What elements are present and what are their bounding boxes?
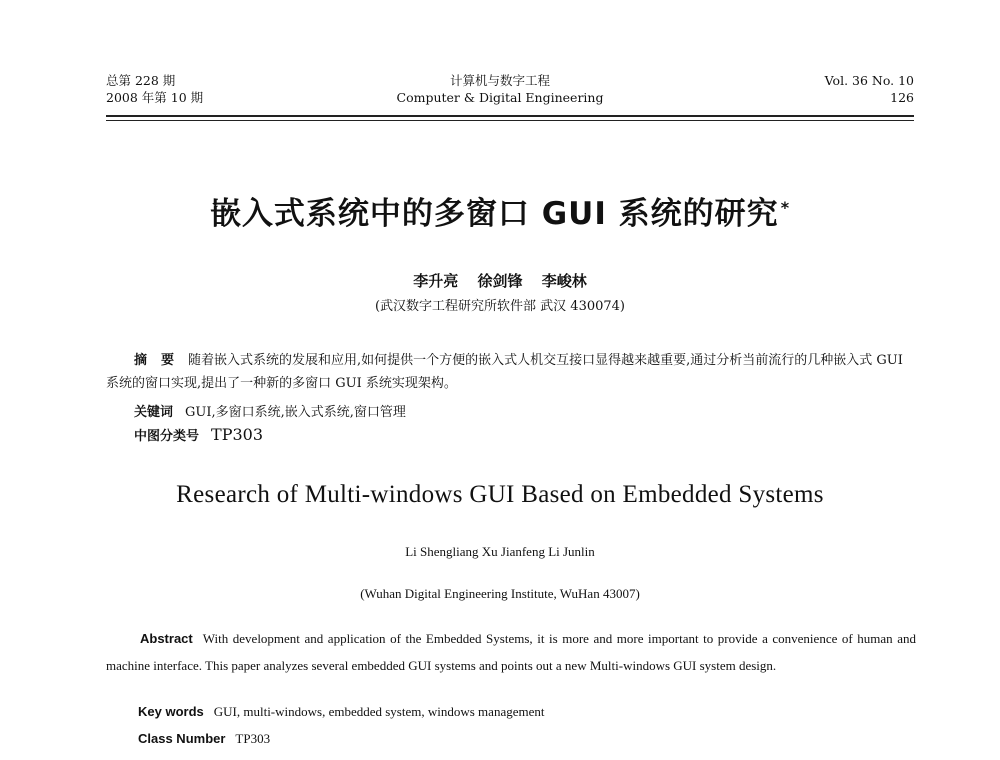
journal-name <box>380 72 620 106</box>
paper-title-en: Research of Multi-windows GUI Based on Embedded Systems <box>176 481 824 508</box>
total-issue-number: 总第 228 期 <box>106 73 176 88</box>
abstract-cn <box>106 349 914 395</box>
keywords-en <box>138 704 544 720</box>
abstract-en-label: Abstract <box>140 631 193 646</box>
header-rule-thin <box>106 120 914 121</box>
class-number-en-value: TP303 <box>235 731 271 746</box>
authors-en: Li Shengliang Xu Jianfeng Li Junlin <box>405 544 595 559</box>
header-rule-thick <box>106 115 914 117</box>
authors-cn: 李升亮 徐剑锋 李峻林 <box>413 272 587 290</box>
journal-name-cn: 计算机与数字工程 <box>449 73 550 88</box>
title-footnote-mark: * <box>780 197 791 217</box>
keywords-cn-text: GUI,多窗口系统,嵌入式系统,窗口管理 <box>185 405 406 420</box>
abstract-en <box>106 625 916 679</box>
volume-number: Vol. 36 No. 10 <box>824 73 914 88</box>
abstract-en-text: With development and application of the Embedded Systems, it is more and more important to provide a convenience of human and machine interface. This paper analyzes several embedded GUI systems and points out a new Multi-windows GUI system design. <box>106 631 916 673</box>
journal-name-en: Computer & Digital Engineering <box>396 90 604 105</box>
paper-title-cn-text: 嵌入式系统中的多窗口 GUI 系统的研究 <box>209 196 779 232</box>
abstract-cn-label: 摘要 <box>134 353 189 368</box>
journal-issue-info <box>106 72 203 106</box>
class-number-cn <box>134 425 263 444</box>
class-number-cn-value: TP303 <box>211 425 263 444</box>
class-number-en <box>138 731 270 747</box>
keywords-cn-label: 关键词 <box>134 405 174 420</box>
keywords-en-text: GUI, multi-windows, embedded system, windows management <box>213 704 545 719</box>
class-number-cn-label: 中图分类号 <box>134 429 200 444</box>
class-number-en-label: Class Number <box>138 731 226 746</box>
affiliation-en: (Wuhan Digital Engineering Institute, WuHan 43007) <box>360 586 640 601</box>
page-number: 126 <box>890 90 914 105</box>
keywords-cn <box>134 401 406 420</box>
year-issue-number: 2008 年第 10 期 <box>106 90 204 105</box>
volume-info <box>825 72 914 106</box>
affiliation-cn: (武汉数字工程研究所软件部 武汉 430074) <box>374 299 626 314</box>
paper-title-cn <box>0 188 1000 233</box>
keywords-en-label: Key words <box>138 704 204 719</box>
abstract-cn-text: 随着嵌入式系统的发展和应用,如何提供一个方便的嵌入式人机交互接口显得越来越重要,通过分析当前流行的几种嵌入式 GUI 系统的窗口实现,提出了一种新的多窗口 GUI 系统实现架构。 <box>106 353 903 391</box>
